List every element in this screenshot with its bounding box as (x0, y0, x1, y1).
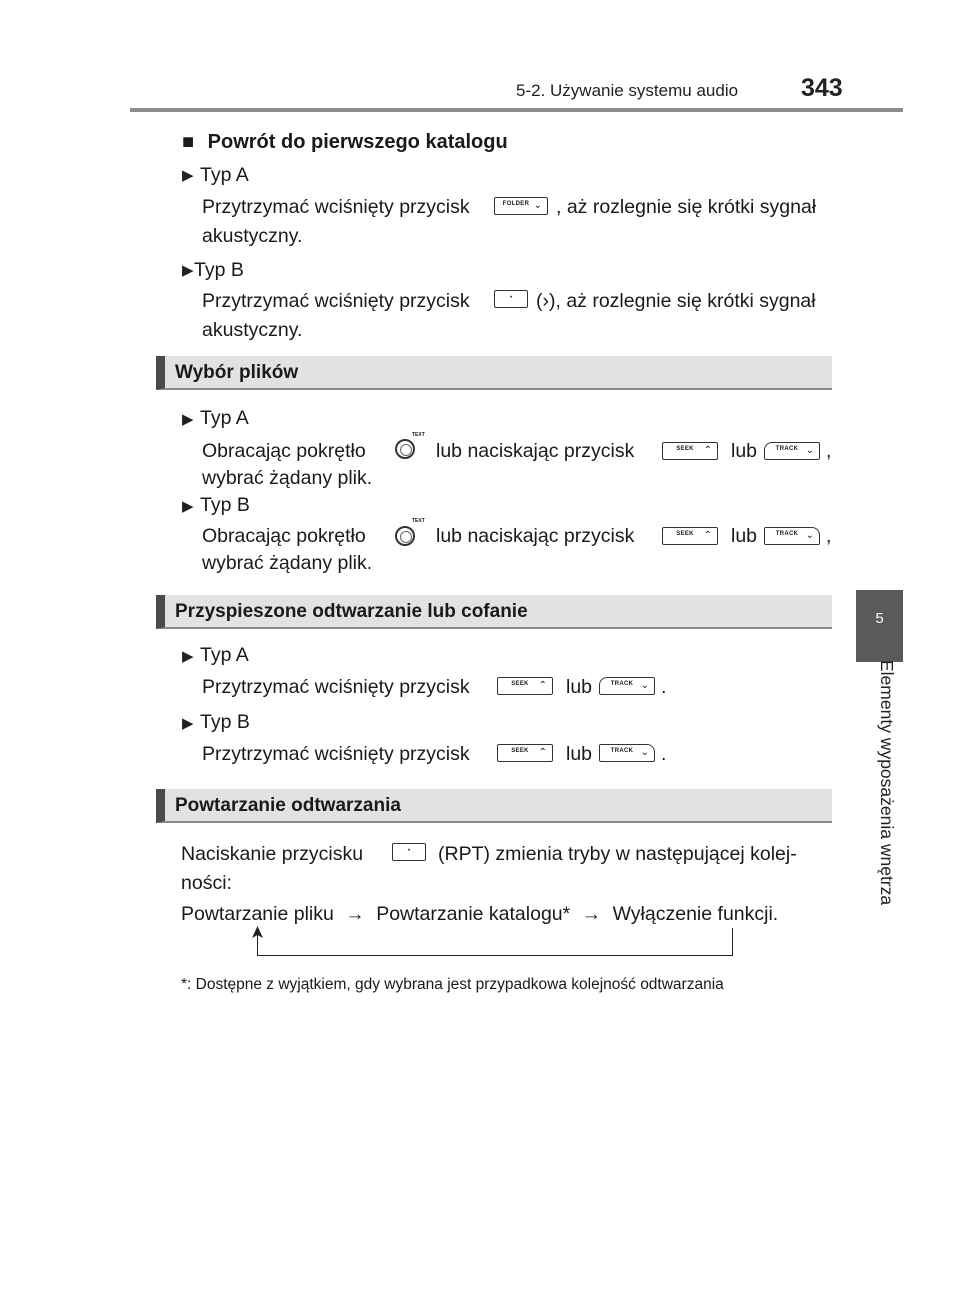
instruction-text: Obracając pokrętło (202, 440, 366, 462)
instruction-text: lub naciskając przycisk (436, 440, 635, 462)
type-label: Typ B (200, 711, 250, 733)
chapter-number: 5 (875, 610, 884, 627)
cycle-line-bottom (257, 955, 733, 956)
triangle-bullet-icon: ▶ (182, 498, 194, 515)
section-bar-file-selection (156, 356, 832, 390)
instruction-text: lub naciskając przycisk (436, 525, 635, 547)
chevron-up-icon: ⌃ (538, 747, 547, 758)
instruction-text: . (661, 676, 667, 698)
instruction-text: Przytrzymać wciśnięty przycisk (202, 743, 470, 765)
chevron-up-icon: ⌃ (703, 445, 712, 456)
arrow-up-icon (251, 926, 264, 938)
cycle-line-right (732, 928, 733, 956)
section-bar-fast-forward (156, 595, 832, 629)
button-label: TRACK (610, 748, 634, 754)
type-label: Typ B (194, 259, 244, 281)
arrow-right-icon: → (345, 903, 365, 925)
seek-button-icon (497, 677, 553, 695)
instruction-text: (›), aż rozlegnie się krótki sygnał (536, 290, 816, 312)
track-button-icon (764, 442, 820, 460)
chevron-down-icon: ⌄ (805, 445, 814, 456)
paragraph-text: (RPT) zmienia tryby w następującej kolej- (438, 843, 797, 865)
instruction-text: akustyczny. (202, 225, 303, 247)
subheading-title: Powrót do pierwszego katalogu (207, 131, 508, 153)
text-knob-icon (395, 439, 415, 459)
triangle-bullet-icon: ▶ (182, 262, 194, 279)
instruction-text: , (826, 525, 832, 547)
instruction-text: lub (566, 676, 593, 698)
instruction-text: . (661, 743, 667, 765)
section-title: Przyspieszone odtwarzanie lub cofanie (175, 601, 528, 622)
footnote: *: Dostępne z wyjątkiem, gdy wybrana jest przypadkowa kolejność odtwarzania (181, 976, 724, 993)
button-label: SEEK (676, 531, 694, 537)
preset-button-icon (494, 290, 528, 308)
section-title: Powtarzanie odtwarzania (175, 795, 401, 816)
button-label: SEEK (511, 748, 529, 754)
instruction-text: lub (731, 525, 758, 547)
track-button-icon (599, 744, 655, 762)
knob-label: TEXT (412, 518, 425, 524)
chevron-up-icon: ⌃ (538, 680, 547, 691)
seek-button-icon (662, 527, 718, 545)
section-bar-repeat (156, 789, 832, 823)
button-label: TRACK (775, 531, 799, 537)
knob-label: TEXT (412, 432, 425, 438)
triangle-bullet-icon: ▶ (182, 715, 194, 732)
track-button-icon (764, 527, 820, 545)
instruction-text: Przytrzymać wciśnięty przycisk (202, 290, 470, 312)
chevron-down-icon: ⌄ (805, 530, 814, 541)
triangle-bullet-icon: ▶ (182, 648, 194, 665)
seek-button-icon (662, 442, 718, 460)
instruction-text: Przytrzymać wciśnięty przycisk (202, 196, 470, 218)
repeat-sequence (181, 902, 778, 926)
type-label: Typ A (200, 644, 249, 666)
type-label: Typ A (200, 164, 249, 186)
rpt-button-icon (392, 843, 426, 861)
chevron-up-icon: ⌃ (703, 530, 712, 541)
button-label: TRACK (610, 681, 634, 687)
page-number: 343 (801, 74, 843, 102)
button-label: TRACK (775, 446, 799, 452)
type-label: Typ B (200, 494, 250, 516)
instruction-text: lub (731, 440, 758, 462)
instruction-text: lub (566, 743, 593, 765)
instruction-text: , aż rozlegnie się krótki sygnał (556, 196, 817, 218)
seek-button-icon (497, 744, 553, 762)
triangle-bullet-icon: ▶ (182, 167, 194, 184)
section-header: 5-2. Używanie systemu audio (516, 81, 739, 100)
instruction-text: wybrać żądany plik. (202, 552, 373, 574)
text-knob-icon (395, 526, 415, 546)
section-title: Wybór plików (175, 362, 299, 383)
instruction-text: , (826, 440, 832, 462)
instruction-text: wybrać żądany plik. (202, 467, 373, 489)
track-button-icon (599, 677, 655, 695)
paragraph-text: Naciskanie przycisku (181, 843, 364, 865)
chevron-down-icon: ⌄ (640, 747, 649, 758)
square-bullet-icon: ■ (182, 131, 195, 153)
chevron-down-icon: ⌄ (640, 680, 649, 691)
type-label: Typ A (200, 407, 249, 429)
header-rule (130, 108, 903, 112)
dot-icon: · (508, 288, 514, 305)
instruction-line (202, 195, 470, 219)
button-label: FOLDER (502, 201, 530, 207)
instruction-text: Obracając pokrętło (202, 525, 366, 547)
button-label: SEEK (676, 446, 694, 452)
mode-item: Powtarzanie pliku (181, 903, 334, 925)
chevron-down-icon: ⌄ (533, 200, 542, 211)
dot-icon: · (406, 841, 412, 858)
chapter-label: Elementy wyposażenia wnętrza (877, 660, 897, 906)
instruction-text: akustyczny. (202, 319, 303, 341)
paragraph-text: ności: (181, 872, 232, 894)
arrow-right-icon: → (581, 903, 602, 925)
mode-item: Powtarzanie katalogu* (376, 903, 571, 925)
instruction-text: Przytrzymać wciśnięty przycisk (202, 676, 470, 698)
button-label: SEEK (511, 681, 529, 687)
folder-button-icon (494, 197, 548, 215)
mode-item: Wyłączenie funkcji. (612, 903, 779, 925)
subheading (182, 130, 508, 154)
triangle-bullet-icon: ▶ (182, 411, 194, 428)
